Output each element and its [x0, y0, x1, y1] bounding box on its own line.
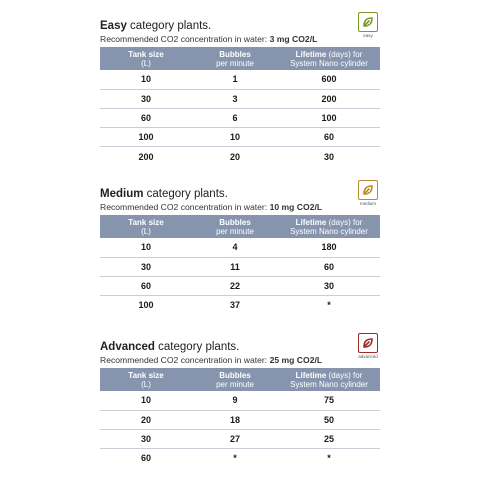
easy-category-badge [357, 12, 379, 38]
lifetime-cell: 200 [278, 89, 380, 108]
tank-size-cell: 60 [140, 453, 151, 464]
lifetime-cell: * [327, 300, 331, 311]
bubbles-cell: 1 [192, 70, 278, 89]
tank-size-cell: 100 [138, 300, 154, 311]
lifetime-cell: 30 [323, 151, 334, 162]
lifetime-cell: 25 [278, 429, 380, 448]
table-row [100, 296, 380, 315]
bubbles-header: Bubbles per minute [216, 217, 254, 236]
table-header-row [100, 215, 380, 238]
lifetime-cell: 50 [278, 410, 380, 429]
table-header-row [100, 47, 380, 70]
lifetime-cell: 60 [278, 128, 380, 147]
bubbles-cell: 9 [192, 391, 278, 410]
badge-label: easy [363, 33, 373, 38]
lifetime-header: Lifetime (days) for System Nano cylinder [290, 49, 368, 68]
advanced-category-badge [357, 333, 379, 359]
table-row [100, 89, 380, 108]
lifetime-cell: 75 [278, 391, 380, 410]
lifetime-cell: 60 [278, 257, 380, 276]
plant-leaf-icon [358, 333, 378, 353]
table-row [100, 449, 380, 468]
tank-size-header: Tank size (L) [128, 217, 164, 236]
bubbles-cell: 27 [192, 429, 278, 448]
tank-size-cell: 200 [138, 151, 154, 162]
lifetime-header: Lifetime (days) for System Nano cylinder [290, 217, 368, 236]
bubbles-cell: 6 [192, 108, 278, 127]
bubbles-cell: 4 [192, 238, 278, 257]
medium-section [100, 188, 380, 315]
co2-recommendation: Recommended CO2 concentration in water: 3 mg CO2/L [100, 34, 318, 44]
co2-table [100, 215, 380, 315]
table-row [100, 128, 380, 147]
tank-size-cell: 100 [100, 128, 192, 147]
plant-leaf-icon [358, 180, 378, 200]
table-row [100, 429, 380, 448]
tank-size-cell: 20 [100, 410, 192, 429]
table-row [100, 410, 380, 429]
lifetime-cell: * [327, 453, 331, 464]
co2-table [100, 368, 380, 468]
tank-size-header: Tank size (L) [128, 370, 164, 389]
tank-size-cell: 10 [100, 391, 192, 410]
tank-size-cell: 30 [100, 429, 192, 448]
tank-size-cell: 30 [100, 257, 192, 276]
medium-category-badge [357, 180, 379, 206]
table-row [100, 257, 380, 276]
bubbles-cell: 37 [229, 300, 240, 311]
tank-size-cell: 10 [100, 238, 192, 257]
lifetime-cell: 180 [278, 238, 380, 257]
bubbles-cell: 18 [192, 410, 278, 429]
plant-leaf-icon [358, 12, 378, 32]
tank-size-cell: 60 [100, 108, 192, 127]
advanced-section [100, 341, 380, 468]
table-row [100, 391, 380, 410]
bubbles-cell: 22 [192, 276, 278, 295]
badge-label: advanced [358, 354, 378, 359]
table-row [100, 108, 380, 127]
co2-table [100, 47, 380, 166]
section-heading: Advanced category plants. [100, 341, 240, 353]
easy-section [100, 20, 380, 166]
bubbles-cell: 3 [192, 89, 278, 108]
co2-recommendation: Recommended CO2 concentration in water: 10 mg CO2/L [100, 202, 323, 212]
bubbles-header: Bubbles per minute [216, 49, 254, 68]
section-heading: Medium category plants. [100, 188, 228, 200]
bubbles-cell: 11 [192, 257, 278, 276]
tank-size-cell: 30 [100, 89, 192, 108]
table-row [100, 70, 380, 89]
bubbles-cell: * [233, 453, 237, 464]
lifetime-cell: 600 [278, 70, 380, 89]
co2-recommendation: Recommended CO2 concentration in water: 25 mg CO2/L [100, 355, 323, 365]
tank-size-cell: 60 [100, 276, 192, 295]
table-header-row [100, 368, 380, 391]
table-row [100, 238, 380, 257]
badge-label: medium [359, 201, 376, 206]
bubbles-cell: 20 [229, 151, 240, 162]
lifetime-cell: 100 [278, 108, 380, 127]
lifetime-header: Lifetime (days) for System Nano cylinder [290, 370, 368, 389]
table-row [100, 147, 380, 166]
table-row [100, 276, 380, 295]
section-heading: Easy category plants. [100, 20, 212, 32]
bubbles-header: Bubbles per minute [216, 370, 254, 389]
bubbles-cell: 10 [192, 128, 278, 147]
tank-size-cell: 10 [100, 70, 192, 89]
tank-size-header: Tank size (L) [128, 49, 164, 68]
lifetime-cell: 30 [278, 276, 380, 295]
